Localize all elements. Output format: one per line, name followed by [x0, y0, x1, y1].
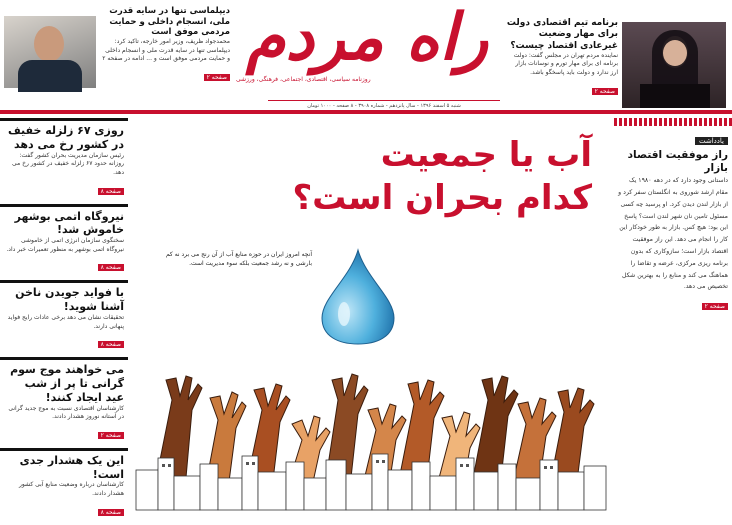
news-item[interactable] [0, 357, 128, 445]
news-more[interactable]: صفحه ۲ [98, 432, 124, 439]
news-body: تحقیقات نشان می دهد برخی عادات رایج فواید پنهانی دارند. [7, 313, 124, 330]
news-more[interactable]: صفحه ۸ [98, 509, 124, 516]
masthead-slogan: روزنامه سیاسی، اقتصادی، اجتماعی، فرهنگی، ورزشی [236, 76, 371, 83]
issue-info: شنبه ۵ اسفند ۱۳۹۶ - سال پانزدهم - شماره ۳۹۰۸ - ۸ صفحه - ۱۰۰۰ تومان [268, 100, 500, 109]
news-body: سخنگوی سازمان انرژی اتمی از خاموشی نیروگاه اتمی بوشهر به منظور تعمیرات خبر داد. [6, 237, 124, 253]
main-headline [292, 134, 592, 219]
header-rule [0, 110, 732, 114]
top-right-headline: برنامه تیم اقتصادی دولت برای مهار وضعیت غیرعادی اقتصاد چیست؟ [506, 18, 618, 51]
news-more[interactable]: صفحه ۸ [98, 341, 124, 348]
news-item[interactable] [0, 280, 128, 354]
main-caption: آنچه امروز ایران در حوزه منابع آب از آن رنج می برد نه کم بارشی و نه رشد جمعیت بلکه سوء مدیریت است. [165, 251, 312, 267]
news-headline: می خواهند موج سوم گرانی تا پر از شب عید ایجاد کنند! [10, 363, 124, 404]
news-headline: با فواید جویدن ناخن آشنا شوید! [15, 286, 124, 314]
top-left-headline: دیپلماسی تنها در سایه قدرت ملی، انسجام داخلی و حمایت مردمی موفق است [109, 6, 230, 38]
main-cartoon[interactable] [132, 118, 610, 510]
news-headline: روزی ۶۷ زلزله خفیف در کشور رخ می دهد [7, 124, 124, 151]
news-headline: نیروگاه اتمی بوشهر خاموش شد! [14, 209, 124, 237]
news-body: کارشناسان درباره وضعیت منابع آبی کشور هشدار دادند. [18, 481, 124, 498]
masthead-logo [232, 2, 502, 82]
top-right-story[interactable] [504, 4, 728, 108]
top-left-story[interactable] [4, 4, 232, 108]
left-news-column [0, 118, 128, 525]
editorial-more[interactable]: صفحه ۲ [702, 303, 728, 310]
news-item[interactable] [0, 118, 128, 201]
right-editorial-column [614, 118, 732, 319]
news-body: رئیس سازمان مدیریت بحران کشور گفت: روزانه حدود ۶۷ زلزله خفیف در کشور رخ می دهد. [11, 151, 124, 176]
news-item[interactable] [0, 204, 128, 278]
minister-photo [622, 22, 726, 108]
news-item[interactable] [0, 448, 128, 522]
news-body: کارشناسان اقتصادی نسبت به موج جدید گرانی در آستانه نوروز هشدار دادند. [8, 404, 124, 421]
section-label: یادداشت [695, 137, 728, 145]
zarif-photo [4, 16, 96, 88]
editorial-headline: راز موفقیت اقتصاد بازار [627, 149, 728, 175]
news-more[interactable]: صفحه ۸ [98, 264, 124, 271]
section-pattern [614, 118, 732, 126]
main-headline-line1: آب یا جمعیت [380, 135, 592, 175]
editorial-item[interactable] [614, 126, 732, 316]
logo-text: راه مردم [245, 0, 489, 75]
news-more[interactable]: صفحه ۸ [98, 188, 124, 195]
water-drop-icon [318, 248, 398, 344]
editorial-body: داستانی وجود دارد که در دهه ۱۹۸۰ یک مقام ارشد شوروی به انگلستان سفر کرد و از بازار لندن دیدن کرد. او پرسید چه کسی مسئول تامین نان شهر لندن است؟ پاسخ این بود: هیچ کس. بازار به طور خودکار این کار را انجام می دهد. این راز موفقیت اقتصاد بازار است؛ سازوکاری که بدون برنامه ریزی مرکزی، عرضه و تقاضا را هماهنگ می کند و منابع را به بهترین شکل تخصیص می دهد. [618, 177, 728, 291]
city-skyline-illustration [132, 448, 610, 510]
top-left-more[interactable]: صفحه ۲ [204, 74, 230, 81]
top-left-body: محمدجواد ظریف، وزیر امور خارجه، تاکید کرد: دیپلماسی تنها در سایه قدرت ملی و انسجام داخلی و حمایت مردمی موفق است و ... ادامه در صفحه ۲ [102, 37, 230, 63]
top-right-more[interactable]: صفحه ۲ [592, 88, 618, 95]
news-headline: این یک هشدار جدی است! [19, 453, 124, 481]
main-headline-line2: کدام بحران است؟ [292, 177, 592, 218]
top-right-body: نماینده مردم تهران در مجلس گفت: دولت برنامه ای برای مهار تورم و نوسانات بازار ارز ندارد و دولت باید پاسخگو باشد. [513, 51, 618, 77]
